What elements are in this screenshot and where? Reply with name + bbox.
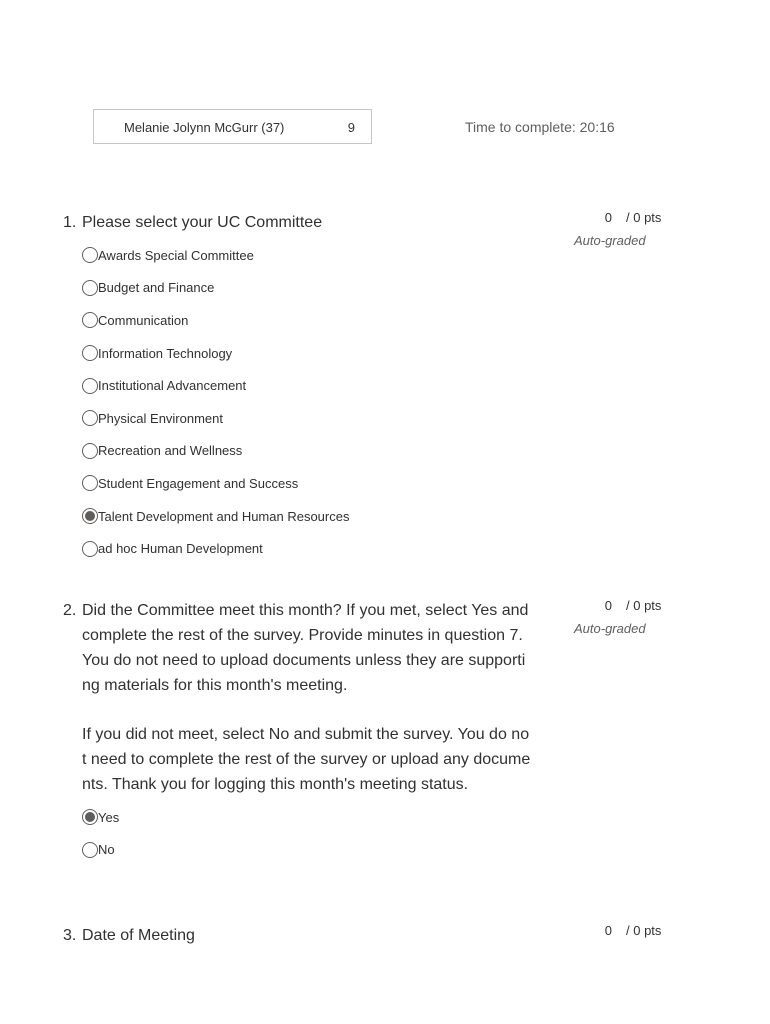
- option-label: Institutional Advancement: [98, 378, 247, 394]
- question-1: [63, 210, 663, 565]
- auto-graded-label: Auto-graded: [574, 621, 646, 636]
- question-2: [63, 598, 663, 866]
- option-label: Budget and Finance: [98, 280, 215, 296]
- options-list: [82, 801, 663, 866]
- option-yes[interactable]: [82, 801, 663, 834]
- options-list: [82, 239, 663, 565]
- time-to-complete: Time to complete: 20:16: [465, 119, 615, 135]
- question-number: 3.: [63, 927, 77, 944]
- radio-icon[interactable]: [82, 378, 98, 394]
- radio-icon[interactable]: [82, 541, 98, 557]
- question-paragraph: If you did not meet, select No and submit the survey. You do not need to complete the rest of the survey or upload any documents. Thank you for logging this month's meeting status.: [82, 726, 531, 793]
- option-label: Yes: [98, 809, 120, 825]
- option-recreation-and-wellness[interactable]: [82, 435, 663, 468]
- respondent-name: Melanie Jolynn McGurr (37): [124, 120, 285, 135]
- option-talent-development-and-human-resources[interactable]: [82, 500, 663, 533]
- radio-icon[interactable]: [82, 410, 98, 426]
- question-number: 1.: [63, 214, 77, 231]
- question-3: [63, 923, 663, 948]
- option-label: ad hoc Human Development: [98, 541, 263, 557]
- points-total: / 0 pts: [626, 923, 662, 938]
- radio-icon[interactable]: [82, 312, 98, 328]
- option-label: Student Engagement and Success: [98, 475, 299, 491]
- option-student-engagement-and-success[interactable]: [82, 467, 663, 500]
- points-score: 0: [604, 598, 612, 613]
- radio-checked-icon[interactable]: [82, 809, 98, 825]
- option-label: Communication: [98, 312, 189, 328]
- radio-icon[interactable]: [82, 842, 98, 858]
- auto-graded-label: Auto-graded: [574, 233, 646, 248]
- option-communication[interactable]: [82, 304, 663, 337]
- points-total: / 0 pts: [626, 598, 662, 613]
- radio-icon[interactable]: [82, 475, 98, 491]
- question-number: 2.: [63, 602, 77, 619]
- points-display: [584, 923, 662, 938]
- option-label: Information Technology: [98, 345, 233, 361]
- option-label: Physical Environment: [98, 410, 223, 426]
- option-information-technology[interactable]: [82, 337, 663, 370]
- question-text: Please select your UC Committee: [82, 214, 323, 231]
- points-score: 0: [604, 210, 612, 225]
- option-budget-and-finance[interactable]: [82, 272, 663, 305]
- question-paragraph: Did the Committee meet this month? If you met, select Yes and complete the rest of the survey. Provide minutes in question 7. You do not need to upload documents unless they are supporting materials for this month's meeting.: [82, 602, 529, 694]
- question-text: [82, 598, 532, 797]
- radio-icon[interactable]: [82, 443, 98, 459]
- question-title: [63, 210, 663, 235]
- respondent-score: 9: [347, 120, 355, 135]
- option-label: Talent Development and Human Resources: [98, 508, 350, 524]
- points-display: [584, 210, 662, 225]
- respondent-box[interactable]: [93, 109, 372, 144]
- option-label: No: [98, 842, 115, 858]
- option-label: Awards Special Committee: [98, 247, 254, 263]
- radio-icon[interactable]: [82, 280, 98, 296]
- radio-icon[interactable]: [82, 345, 98, 361]
- points-total: / 0 pts: [626, 210, 662, 225]
- question-title: [63, 923, 663, 948]
- question-title: [63, 598, 663, 797]
- radio-checked-icon[interactable]: [82, 508, 98, 524]
- points-display: [584, 598, 662, 613]
- question-text: Date of Meeting: [82, 927, 195, 944]
- option-institutional-advancement[interactable]: [82, 369, 663, 402]
- points-score: 0: [604, 923, 612, 938]
- option-label: Recreation and Wellness: [98, 443, 243, 459]
- radio-icon[interactable]: [82, 247, 98, 263]
- option-ad-hoc-human-development[interactable]: [82, 532, 663, 565]
- option-no[interactable]: [82, 834, 663, 867]
- option-physical-environment[interactable]: [82, 402, 663, 435]
